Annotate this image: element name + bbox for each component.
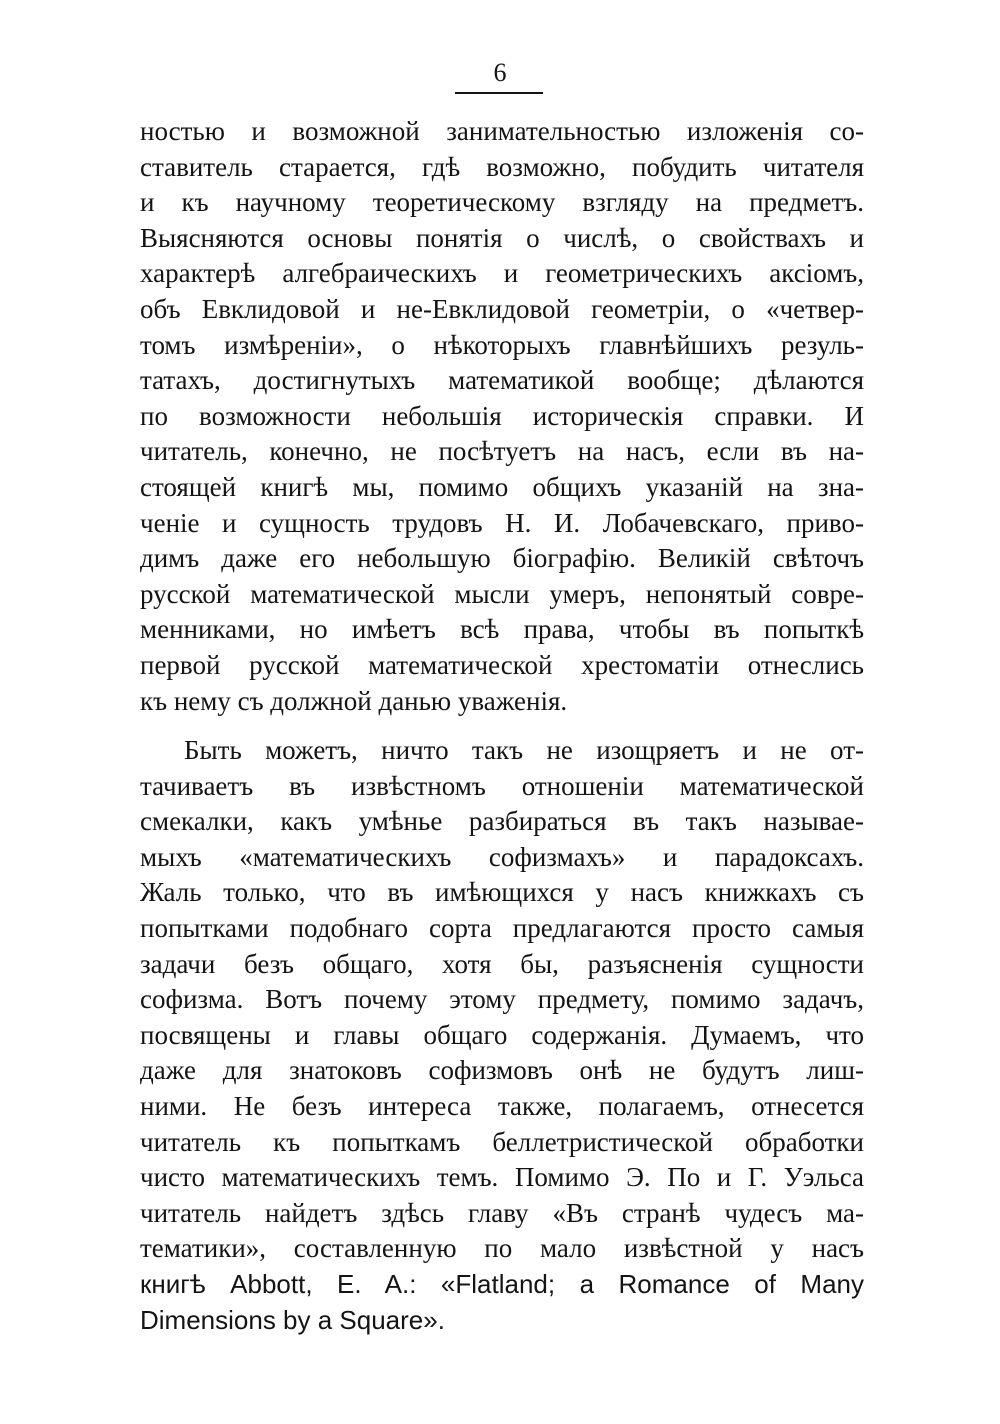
text-line: татахъ, достигнутыхъ математикой вообще; дѣлаются bbox=[140, 365, 864, 396]
paragraph-2 bbox=[140, 733, 864, 1338]
text-line: попытками подобнаго сорта предлагаются просто самыя bbox=[140, 913, 864, 944]
text-line: софизма. Вотъ почему этому предмету, помимо задачъ, bbox=[140, 984, 864, 1015]
text-line: ставитель старается, гдѣ возможно, побудить читателя bbox=[140, 151, 864, 182]
text-line: читатель къ попыткамъ беллетристической обработки bbox=[140, 1126, 864, 1157]
text-line: и къ научному теоретическому взгляду на предметъ. bbox=[140, 187, 864, 218]
text-line: ними. Не безъ интереса также, полагаемъ, отнесется bbox=[140, 1091, 864, 1122]
text-line: тематики», составленную по мало извѣстной у насъ bbox=[140, 1233, 864, 1264]
text-line: ченіе и сущность трудовъ Н. И. Лобачевскаго, приво- bbox=[140, 507, 864, 538]
text-line: русской математической мысли умеръ, непонятый совре- bbox=[140, 578, 864, 609]
text-line: томъ измѣреніи», о нѣкоторыхъ главнѣйшихъ резуль- bbox=[140, 329, 864, 360]
page-number: 6 bbox=[493, 58, 507, 87]
text-line: задачи безъ общаго, хотя бы, разъясненія сущности bbox=[140, 948, 864, 979]
text-line: къ нему съ должной данью уваженія. bbox=[140, 685, 568, 716]
text-line: Выясняются основы понятія о числѣ, о свойствахъ и bbox=[140, 222, 864, 253]
text-line: объ Евклидовой и не-Евклидовой геометріи, о «четвер- bbox=[140, 293, 864, 324]
text-line: менниками, но имѣетъ всѣ права, чтобы въ попыткѣ bbox=[140, 614, 864, 645]
paragraph-1 bbox=[140, 114, 864, 719]
text-line: читатель найдетъ здѣсь главу «Въ странѣ чудесъ ма- bbox=[140, 1197, 864, 1228]
text-line: тачиваетъ въ извѣстномъ отношеніи математической bbox=[140, 770, 864, 801]
text-line: Dimensions by a Square». bbox=[140, 1304, 445, 1335]
text-line: димъ даже его небольшую біографію. Великій свѣточъ bbox=[140, 543, 864, 574]
paragraph-gap bbox=[140, 719, 864, 733]
text-line: даже для знатоковъ софизмовъ онѣ не будутъ лиш- bbox=[140, 1055, 864, 1086]
text-line: ностью и возможной занимательностью изложенія со- bbox=[140, 116, 864, 146]
text-line: посвящены и главы общаго содержанія. Думаемъ, что bbox=[140, 1019, 864, 1050]
text-line: стоящей книгѣ мы, помимо общихъ указаній на зна- bbox=[140, 471, 864, 502]
text-line: мыхъ «математическихъ софизмахъ» и парадоксахъ. bbox=[140, 841, 864, 872]
text-line: первой русской математической хрестоматіи отнеслись bbox=[140, 649, 864, 680]
text-line: книгѣ Abbott, E. A.: «Flatland; a Romance of Many bbox=[140, 1269, 864, 1299]
body-text bbox=[140, 114, 864, 1338]
text-line: Жаль только, что въ имѣющихся у насъ книжкахъ съ bbox=[140, 877, 864, 908]
text-line: характерѣ алгебраическихъ и геометрическихъ аксіомъ, bbox=[140, 258, 864, 289]
page-number-rule bbox=[455, 92, 543, 94]
text-line: по возможности небольшія историческія справки. И bbox=[140, 400, 864, 431]
text-line: Быть можетъ, ничто такъ не изощряетъ и не от- bbox=[184, 735, 864, 766]
text-line: чисто математическихъ темъ. Помимо Э. По и Г. Уэльса bbox=[140, 1162, 864, 1193]
text-line: читатель, конечно, не посѣтуетъ на насъ, если въ на- bbox=[140, 436, 864, 467]
text-line: смекалки, какъ умѣнье разбираться въ такъ называе- bbox=[140, 806, 864, 837]
